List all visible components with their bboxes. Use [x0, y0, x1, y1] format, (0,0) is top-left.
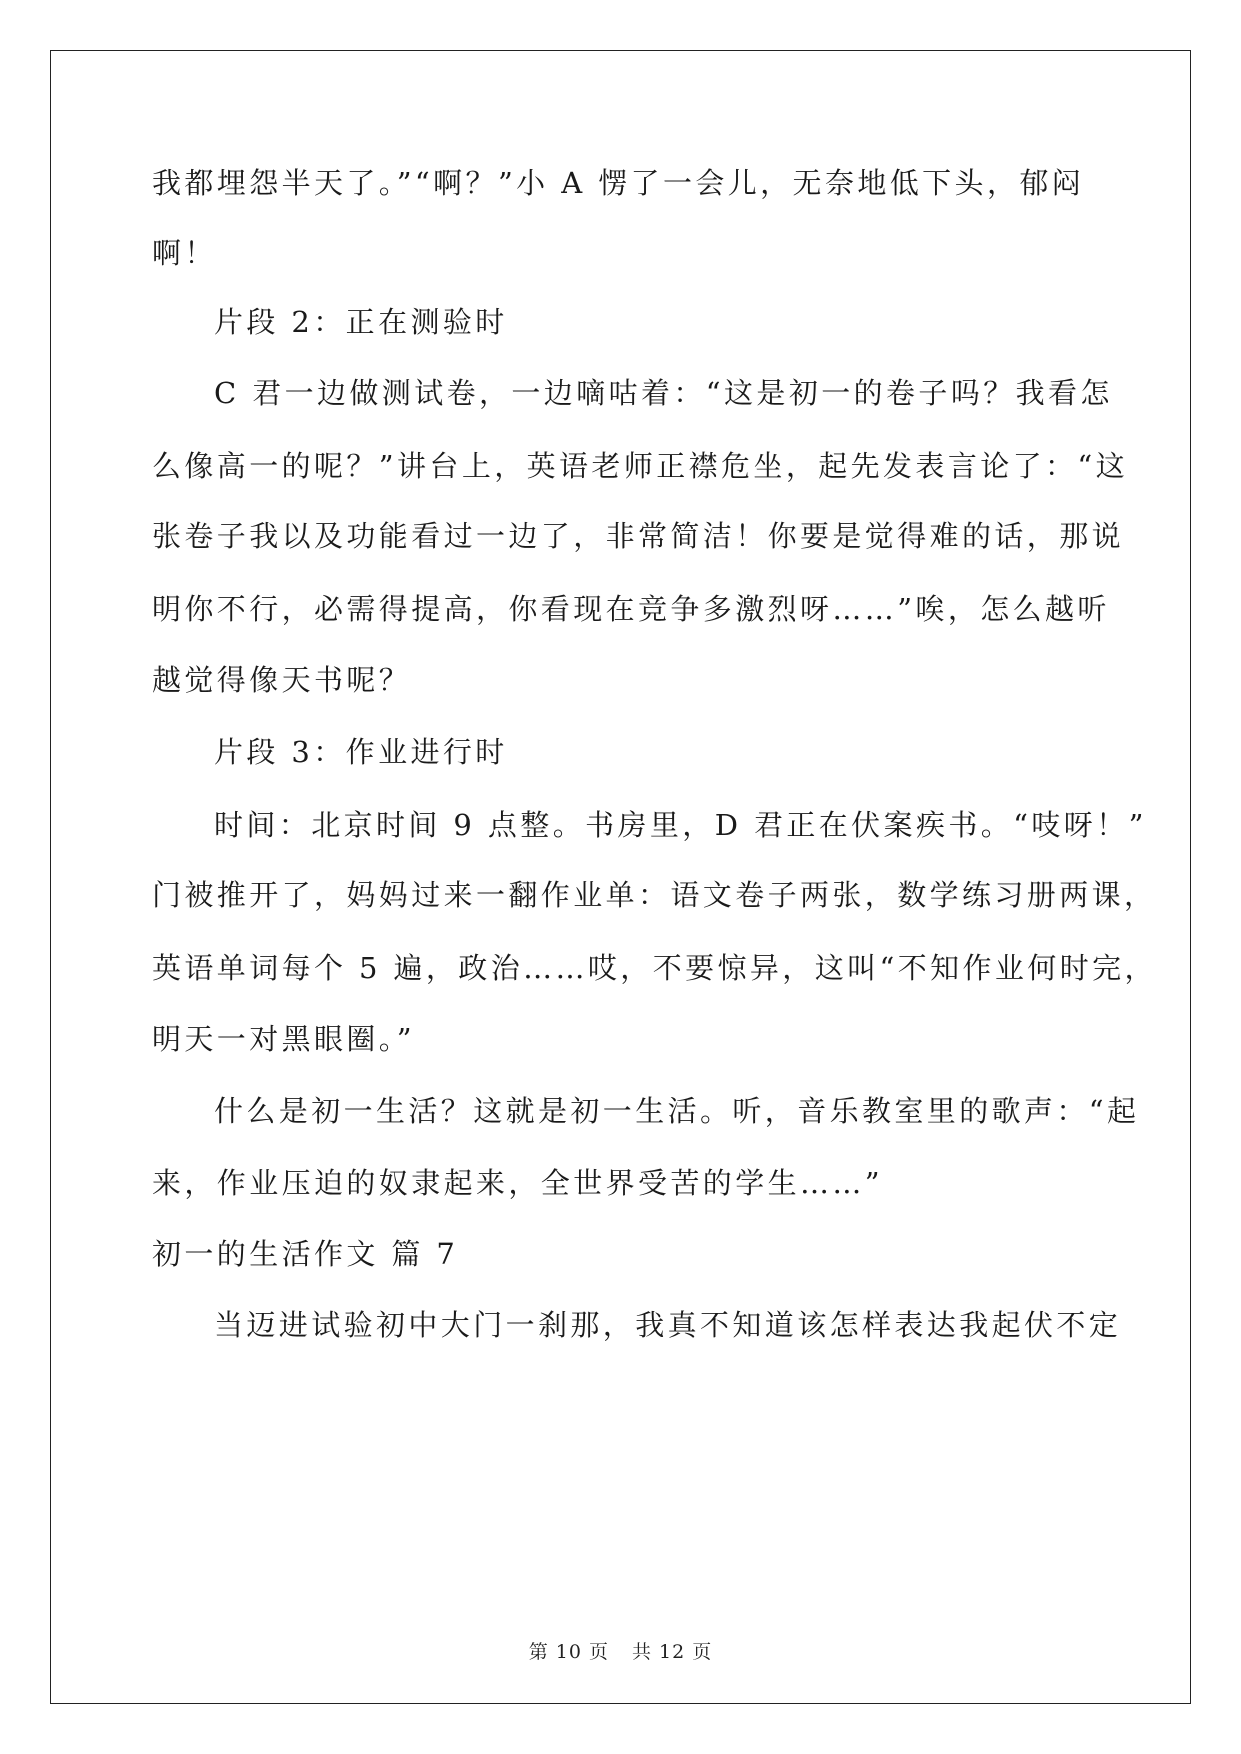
section-heading: 片段 2：正在测验时: [214, 305, 508, 339]
body-text-line: 当迈进试验初中大门一刹那，我真不知道该怎样表达我起伏不定: [214, 1308, 1122, 1342]
body-text-line: 时间：北京时间 9 点整。书房里，D 君正在伏案疾书。“吱呀！”: [214, 808, 1147, 842]
body-text-line: 明天一对黑眼圈。”: [152, 1022, 415, 1056]
body-text-line: 来，作业压迫的奴隶起来，全世界受苦的学生……”: [152, 1166, 884, 1200]
page-total: 共 12 页: [632, 1641, 713, 1663]
body-text-line: C 君一边做测试卷，一边嘀咕着：“这是初一的卷子吗？我看怎: [214, 376, 1113, 410]
body-text-line: 啊！: [152, 236, 217, 270]
page-number: 第 10 页: [528, 1641, 609, 1663]
body-text-line: 什么是初一生活？这就是初一生活。听，音乐教室里的歌声：“起: [214, 1094, 1140, 1128]
body-text-line: 明你不行，必需得提高，你看现在竞争多激烈呀……”唉，怎么越听: [152, 592, 1110, 626]
body-text-line: 门被推开了，妈妈过来一翻作业单：语文卷子两张，数学练习册两课，: [152, 878, 1157, 912]
body-text-line: 越觉得像天书呢？: [152, 663, 412, 697]
page-footer: [0, 1637, 1241, 1664]
body-text-line: 么像高一的呢？”讲台上，英语老师正襟危坐，起先发表言论了：“这: [152, 449, 1129, 483]
body-text-line: 我都埋怨半天了。”“啊？”小 A 愣了一会儿，无奈地低下头，郁闷: [152, 166, 1085, 200]
body-text-line: 张卷子我以及功能看过一边了，非常简洁！你要是觉得难的话，那说: [152, 519, 1125, 553]
section-heading: 片段 3：作业进行时: [214, 735, 508, 769]
body-text-line: 英语单词每个 5 遍，政治……哎，不要惊异，这叫“不知作业何时完，: [152, 951, 1157, 985]
article-title: 初一的生活作文 篇 7: [152, 1237, 459, 1271]
